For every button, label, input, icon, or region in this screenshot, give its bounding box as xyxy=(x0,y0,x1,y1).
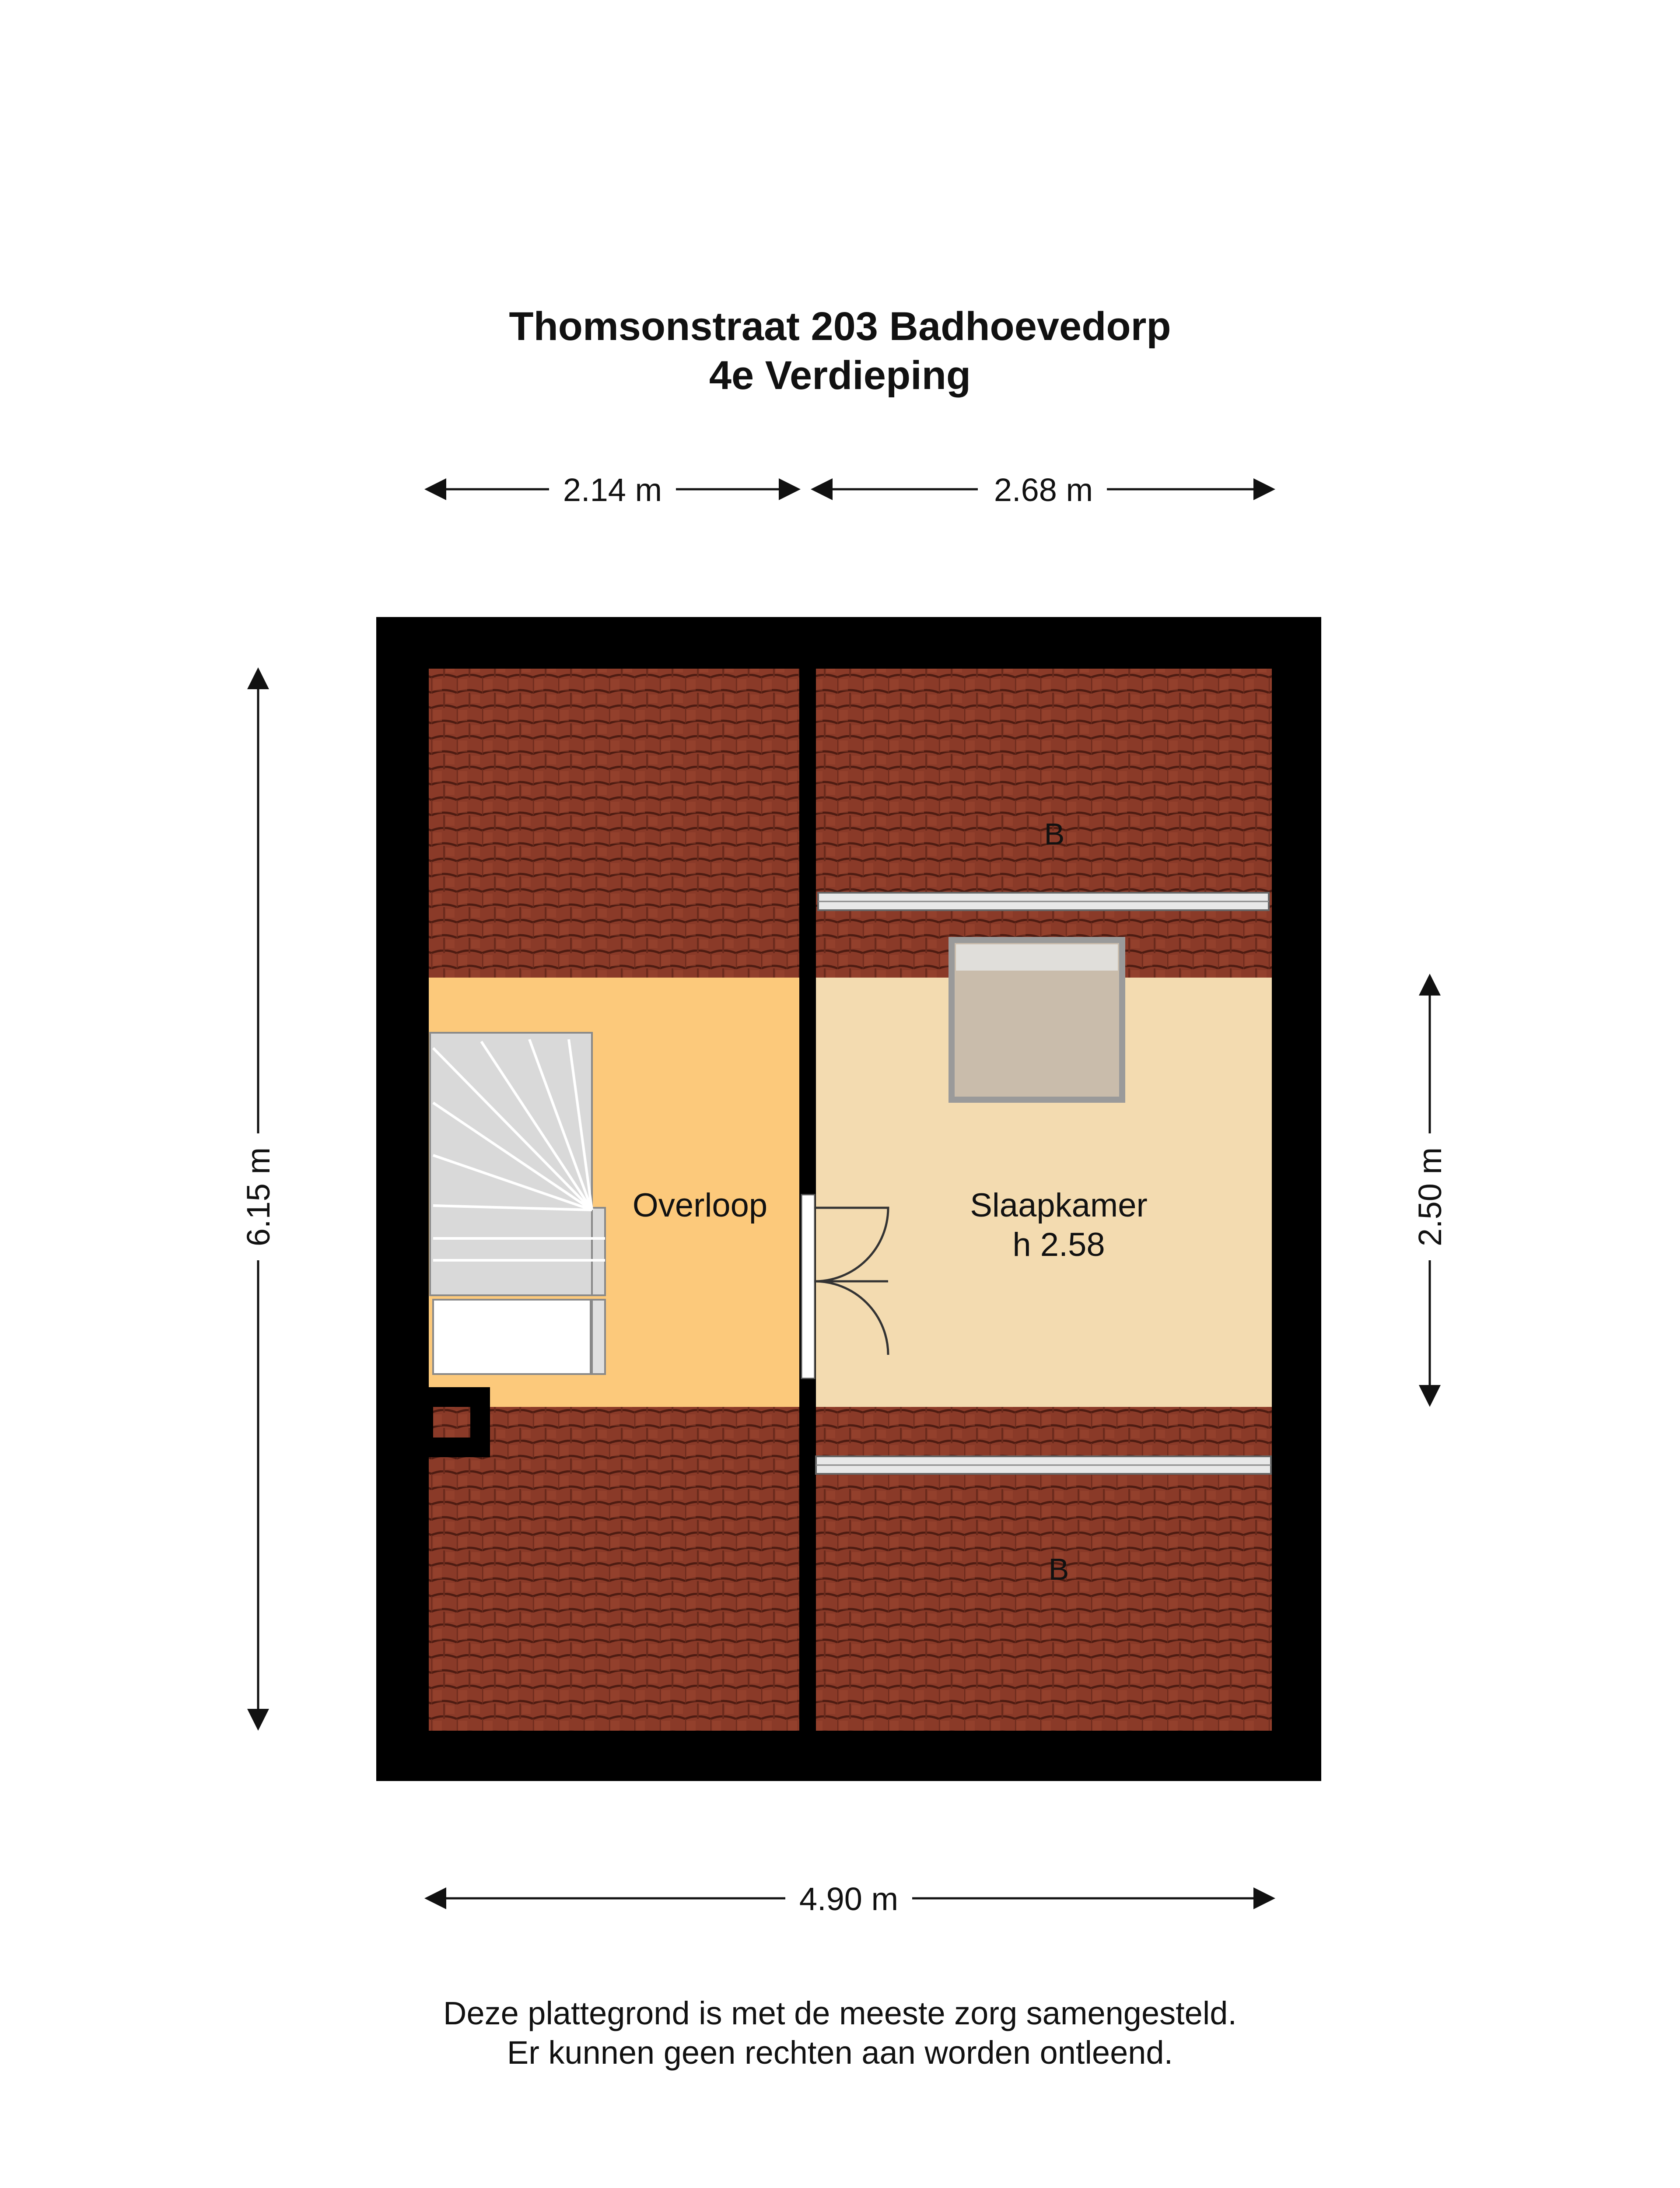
slaapkamer-label: Slaapkamer xyxy=(970,1187,1148,1224)
dimension-bottom-width xyxy=(427,1881,1273,1917)
dimension-top-right xyxy=(813,472,1273,508)
overloop-label: Overloop xyxy=(632,1187,768,1224)
dimension-top-left xyxy=(427,472,798,508)
dimension-top-right-label: 2.68 m xyxy=(994,472,1093,508)
title-address: Thomsonstraat 203 Badhoevedorp xyxy=(509,304,1171,349)
slaapkamer-height-label: h 2.58 xyxy=(1012,1226,1105,1263)
marker-b-bottom: B xyxy=(1048,1552,1069,1586)
disclaimer-line2: Er kunnen geen rechten aan worden ontleend. xyxy=(507,2034,1173,2071)
dimension-top-left-label: 2.14 m xyxy=(563,472,662,508)
dimension-right-height xyxy=(1412,976,1448,1405)
wall-notch-inner xyxy=(433,1407,470,1438)
roof-left-top xyxy=(429,669,799,978)
dimension-bottom-width-label: 4.90 m xyxy=(799,1881,899,1917)
disclaimer xyxy=(0,1994,1680,2072)
dimension-left-height xyxy=(240,670,276,1729)
disclaimer-line1: Deze plattegrond is met de meeste zorg samengesteld. xyxy=(443,1995,1237,2031)
title-floor: 4e Verdieping xyxy=(709,353,971,398)
dimension-right-height-label: 2.50 m xyxy=(1412,1147,1448,1247)
marker-b-top: B xyxy=(1044,817,1065,851)
staircase xyxy=(430,1033,605,1374)
dimension-left-height-label: 6.15 m xyxy=(240,1147,276,1247)
